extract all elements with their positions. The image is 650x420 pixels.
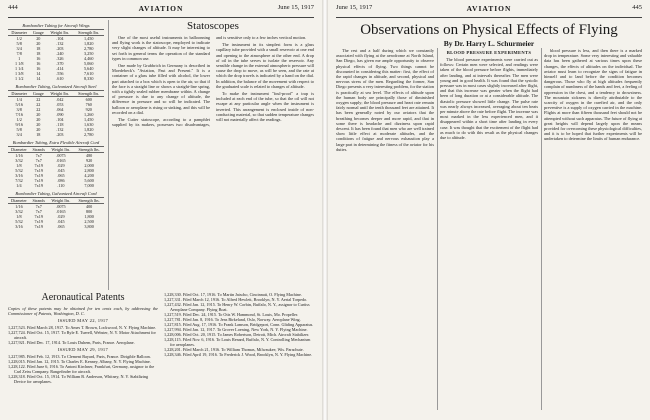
table-cell: 1/2 — [16, 36, 22, 41]
table-header: Diameter — [8, 147, 30, 153]
table-cell: 5/16 — [15, 102, 23, 107]
table-header: Diameter — [8, 198, 30, 204]
article-col-3 — [544, 48, 642, 412]
table-cell: .370 — [56, 61, 64, 66]
wire-table-2 — [8, 90, 104, 137]
table-cell: .110 — [57, 183, 65, 188]
issued-heading: ISSUED MAY 29, 1917 — [57, 347, 109, 353]
table-cell: 14 — [36, 71, 41, 76]
table-cell: 7/8 — [16, 51, 22, 56]
table-cell: .090 — [56, 112, 64, 117]
patent-entry: 1,227,724. Filed Oct. 15, 1917. To Ryle E. Tuerell, Webster, N. Y. Motor Attachment for aircraft. — [8, 330, 156, 341]
table-row — [8, 183, 104, 188]
table-cell: .132 — [56, 41, 64, 46]
table-cell: 7x7 — [35, 204, 42, 209]
table-cell: 7x19 — [34, 178, 43, 183]
patent-entry: 1,228,346. Filed April 19, 1916. To Frederick J. Wood, Brooklyn, N. Y. Flying Machine. — [164, 352, 313, 357]
table-cell: .029 — [57, 163, 65, 168]
table-cell: .0165 — [56, 158, 66, 163]
patent-entry: 1,228,015. Filed Jan. 12, 1915. To Charles E. Kenney, Albany, N. Y. Flying Machine. — [8, 359, 151, 365]
table-cell: 1/8 — [16, 214, 22, 219]
table-cell: 3/32 — [15, 158, 23, 163]
table-cell: 7x7 — [35, 209, 42, 214]
table-cell: 1/16 — [15, 153, 23, 158]
column-rule — [108, 20, 109, 290]
table-cell: 4,460 — [84, 56, 94, 61]
table-body — [8, 204, 104, 230]
table-header: Weight lbs. — [48, 198, 75, 204]
table-cell: .118 — [56, 122, 64, 127]
patent-entry: 1,227,815. Filed Aug. 17, 1916. To Frank Lamson, Bridgeport, Conn. Gliding Apparatus. — [164, 322, 314, 327]
table-cell: 5/32 — [15, 219, 23, 224]
table-cell: 600 — [85, 97, 92, 102]
paragraph: One made by Grubbrich in Germany is described in Moedebeck's "Aviation, Past and Present." It is a container of a glass tube filled with alcohol, the lower part attached to a box which is open to the air, so that if the face is a straight line or shows a straight-line spring, with a tightly sealed rubber membrane within. A change of pressure is due to any change of altitude, the difference in pressure and so will be indicated. The balloon or aeroplane is rising or sinking, and this will be recorded on a dial. — [112, 63, 210, 115]
table-cell: 7x19 — [34, 173, 43, 178]
article-col-1 — [336, 48, 434, 412]
column-rule — [541, 48, 542, 410]
table-body — [8, 97, 104, 138]
table-header: Diameter — [8, 30, 30, 36]
statoscopes-title: Statoscopes — [187, 20, 239, 32]
patent-entry: 1,227,331. Filed March 12, 1916. To Alfred Hewlett, Brooklyn, N. Y. Aerial Torpedo. — [164, 297, 308, 302]
table-block — [8, 140, 104, 188]
column-rule — [437, 48, 438, 410]
article-heading — [336, 22, 642, 48]
table-cell: 5,060 — [84, 61, 94, 66]
table-cell: .203 — [56, 46, 64, 51]
table-cell: .045 — [57, 219, 65, 224]
table-cell: 7/16 — [15, 112, 23, 117]
table-cell: 18 — [36, 132, 41, 137]
table-cell: 1/4 — [16, 97, 22, 102]
table-cell: 5/8 — [16, 41, 22, 46]
table-cell: .326 — [56, 56, 64, 61]
paragraph: One of the most useful instruments in balloonning and flying work is the statoscope, employed to indicate very slight changes of altitude. It may be interesting to set forth in general terms the operation of the standard types in common use. — [112, 35, 210, 61]
table-cell: 3/16 — [15, 224, 23, 229]
table-cell: 5,600 — [84, 178, 94, 183]
table-header: Strength lbs. — [74, 91, 105, 97]
table-cell: 760 — [85, 102, 92, 107]
table-cell: 3/4 — [16, 46, 22, 51]
table-cell: .045 — [57, 168, 65, 173]
table-row — [8, 76, 104, 81]
table-cell: 16 — [36, 61, 41, 66]
table-cell: 7x19 — [34, 163, 43, 168]
table-cell: 1,820 — [84, 127, 94, 132]
table-cell: 1,820 — [84, 41, 94, 46]
table-cell: 3/16 — [15, 173, 23, 178]
table-body — [8, 36, 104, 82]
patent-entry: 1,227,921. Filed Dec. 17, 1914. To Louis Duhem, Paris, France. Aeroplane. — [8, 340, 135, 346]
table-cell: 1 1/8 — [14, 61, 24, 66]
right-page-date: June 15, 1917 — [336, 4, 373, 11]
table-cell: 920 — [85, 158, 93, 163]
article-text: The rest and a half during which we constantly associated with flying at the aerodrome at North Island, San Diego, has given me ample opportunity to observe physical effects of flying. Two things cannot be discounted in considering this matter: first, the effect of the rapid changes in altitude, and second, physical and nervous stress of the men. Regarding the former, San Diego presents a very interesting problem, for the station is practically at sea level. The effects of altitude upon the human body are principally those of diminished oxygen supply; the blood pressure and heart rate remain fairly normal until the tenth thousand feet are attained. It has been generally noted by our aviators that the breathing becomes deeper and more rapid, and that in some there is headache and dizziness upon rapid descent. It has been found that men who are well trained show little effect at moderate altitudes, and the conditions of fatigue and nervous exhaustion play a large part in determining the fitness of the aviator for his duties. — [336, 48, 434, 152]
table-cell: 20 — [36, 117, 41, 122]
article-col-2 — [440, 48, 538, 412]
table-cell: 1/8 — [16, 163, 22, 168]
patent-entry: 1,227,519. Filed Dec. 24, 1915. To Otis W. Hammond, St. Louis, Mo. Propeller. — [164, 312, 299, 317]
table-cell: 1/4 — [16, 183, 22, 188]
table-cell: .0075 — [56, 153, 66, 158]
table-cell: 480 — [85, 153, 93, 158]
table-cell: 7x19 — [34, 183, 43, 188]
patent-entry: 1,228,115. Filed Nov. 6, 1916. To Louis Renard, Buffalo, N. Y. Controlling Mechanism for aeroplanes. — [164, 337, 311, 347]
patents-left-col — [8, 292, 158, 384]
table-cell: .0075 — [56, 204, 66, 209]
table-cell: 7/32 — [15, 178, 23, 183]
table-cell: .042 — [56, 97, 64, 102]
patents-right-col — [164, 292, 314, 384]
table-body — [8, 153, 104, 189]
patent-entry: 1,227,523. Filed March 28, 1917. To Ames T. Brown, Lockwood, N. Y. Flying Machine. — [8, 325, 157, 331]
table-cell: 2,780 — [84, 132, 94, 137]
table-header: Weight lbs. — [46, 91, 73, 97]
paragraph: The Cutter statoscope, according to a pamphlet supplied by its makers, possesses two disadvantages, and is sensitive only to a few inches vertical motion. — [112, 35, 307, 128]
patent-entry: 1,228,006. Filed Oct. 20, 1915. To James Robertson, Detroit, Mich. Aircraft Stabilizer. — [164, 332, 310, 337]
issued-heading: ISSUED MAY 22, 1917 — [57, 318, 109, 324]
patent-entry: 1,227,985. Filed Feb. 12, 1913. To Clement Bayard, Paris, France. Dirigible Balloon. — [8, 354, 151, 360]
table-cell: 3/8 — [16, 107, 22, 112]
table-cell: 7x19 — [34, 214, 43, 219]
table-cell: 7x7 — [35, 153, 42, 158]
table-cell: 14 — [36, 76, 41, 81]
table-cell: 3/32 — [15, 209, 23, 214]
table-block — [8, 84, 104, 137]
table-cell: 8,330 — [84, 76, 94, 81]
table-row — [8, 224, 104, 229]
patent-entry: 1,227,781. Filed Jan. 8, 1916. To Jens Birkeland, Oslo, Norway. Aeroplane Wing. — [164, 317, 301, 322]
table-cell: 7,610 — [84, 71, 94, 76]
table-cell: 5,640 — [84, 66, 94, 71]
table-cell: 1 — [18, 56, 21, 61]
paragraph: The instrument in its simplest form is a glass capillary tube provided with a small reservoir at one end and opening to the atmosphere at the other end. A drop of oil in the tube serves to isolate the reservoir. Any sensible change in the external atmospheric pressure will cause the drop to move, as will be seen, and the rate at which the drop travels is indicated by a hand on the dial. In addition, the balance of the movement with respect to the graduated scale is related to changes of altitude. — [216, 42, 314, 89]
right-page-number: 445 — [632, 4, 642, 11]
patent-entry: 1,228,201. Filed March 21, 1916. To William Thomas, Milwaukee, Wis. Parachute. — [164, 347, 304, 352]
table-cell: .556 — [56, 71, 64, 76]
patents-columns — [8, 292, 314, 384]
table-cell: 7x19 — [34, 168, 43, 173]
table-cell: .0165 — [56, 209, 66, 214]
cord-table-2 — [8, 197, 104, 229]
table-cell: 1,800 — [84, 214, 94, 219]
statoscopes-article — [112, 20, 314, 288]
table-cell: 1 3/8 — [14, 71, 24, 76]
table-cell: 1 1/2 — [14, 76, 24, 81]
table-header: Gauge — [30, 30, 46, 36]
article-subhead: BLOOD PRESSURE EXPERIMENTS — [446, 50, 532, 55]
table-header: Strength lbs. — [74, 198, 104, 204]
table-cell: 7x19 — [34, 224, 43, 229]
table-cell: .029 — [57, 214, 65, 219]
table-cell: 4,200 — [84, 173, 94, 178]
table-cell: .065 — [57, 224, 65, 229]
table-cell: .086 — [57, 178, 65, 183]
table-cell: 20 — [36, 41, 41, 46]
table-cell: .414 — [56, 66, 64, 71]
table-cell: 22 — [36, 97, 41, 102]
table-cell: .104 — [56, 36, 64, 41]
table-cell: 1,260 — [84, 112, 94, 117]
table-cell: 1,630 — [84, 122, 94, 127]
patents-intro: Copies of these patents may be obtained for ten cents each, by addressing the Commissioner of Patents, Washington, D. C. — [8, 306, 158, 317]
left-page-date: June 15, 1917 — [277, 4, 314, 11]
table-cell: 2,800 — [84, 168, 94, 173]
table-cell: 1,450 — [84, 117, 94, 122]
table-header: Diameter — [8, 91, 30, 97]
table-cell: 16 — [36, 56, 41, 61]
table-header: Strands — [30, 147, 48, 153]
table-cell: .053 — [56, 102, 64, 107]
right-page — [328, 0, 650, 420]
table-cell: 400 — [85, 204, 93, 209]
patents-section — [8, 292, 314, 414]
table-cell: 22 — [36, 102, 41, 107]
table-cell: 800 — [85, 209, 93, 214]
table-cell: 9/16 — [15, 122, 23, 127]
table-cell: .104 — [56, 117, 64, 122]
header-rule — [336, 17, 642, 18]
table-cell: 2,000 — [84, 163, 94, 168]
table-cell: 20 — [36, 127, 41, 132]
table-cell: 920 — [85, 107, 92, 112]
table-header: Weight lbs. — [46, 30, 73, 36]
table-cell: 18 — [36, 46, 41, 51]
table-cell: 1 1/4 — [14, 66, 24, 71]
table-cell: 20 — [36, 112, 41, 117]
table-cell: 3,250 — [84, 51, 94, 56]
table-cell: 3/4 — [16, 132, 22, 137]
patent-entry: 1,228,122. Filed June 6, 1916. To Antoni Kirchner, Frankfurt, Germany, assignor to the Carl Zeiss Company. Rangefinder for aircraft. — [8, 364, 155, 375]
statoscopes-body — [112, 35, 314, 127]
table-cell: 1,450 — [84, 36, 94, 41]
header-rule — [8, 17, 314, 18]
right-running-head: AVIATION — [466, 4, 512, 13]
table-cell: 1/16 — [15, 204, 23, 209]
table-cell: 2,780 — [84, 46, 94, 51]
left-page-header — [8, 4, 314, 16]
paragraph: To make the instrument "foul-proof" a trap is included at each end of the tube, so that the oil will not escape at any particular angle when the instrument is inverted. This arrangement is enclosed inside of non-conducting material, so that sudden temperature changes will not materially affect the readings. — [216, 91, 314, 123]
patent-entry: 1,227,994. Filed Jan. 12, 1917. To Grover Loening, New York, N. Y. Flying Machine. — [164, 327, 308, 332]
table-cell: 20 — [36, 122, 41, 127]
table-cell: .065 — [57, 173, 65, 178]
patent-entry: 1,227,432. Filed Jan. 12, 1915. To Henry W. Corbin, Buffalo, N. Y., assignor to Curtiss Aeroplane Company. Flying Boat. — [164, 302, 310, 312]
table-cell: .132 — [56, 127, 64, 132]
table-cell: 1/2 — [16, 117, 22, 122]
article-text: The blood pressure experiments were carried out as follows: Certain men were selected, and readings were taken of the blood pressure before flights, immediately after landing, and at intervals thereafter. The men were young and in good health. It was found that the systolic pressure was in most cases slightly increased after flight, and that this increase was greater when the flight had been of long duration or at a considerable altitude. The diastolic pressure showed little change. The pulse rate was nearly always increased, averaging about ten beats per minute above the rate before flight. The increase was most marked in the less experienced men, and it disappeared within a short time after landing in every case. It was thought that the excitement of the flight had as much to do with this result as the physical changes due to altitude. — [440, 57, 538, 141]
table-cell: .203 — [56, 132, 64, 137]
table-header: Weight lbs. — [48, 147, 75, 153]
table-title: Bombardier Tubing, Extra Flexible Aircraft Cord — [12, 140, 100, 145]
tables-column — [8, 20, 104, 229]
table-cell: 22 — [36, 107, 41, 112]
table-header: Strands — [30, 198, 48, 204]
table-cell: .064 — [56, 107, 64, 112]
table-cell: 7x7 — [35, 158, 42, 163]
table-title: Bombardier Tubing, Galvanized Aircraft Steel — [15, 84, 97, 89]
wire-table-1 — [8, 29, 104, 81]
left-running-head: AVIATION — [138, 4, 184, 13]
article-byline: By Dr. Harry L. Schurmeier — [443, 39, 535, 48]
table-cell: 3,800 — [84, 224, 94, 229]
table-cell: 7,000 — [84, 183, 94, 188]
table-cell: 5/8 — [16, 127, 22, 132]
right-page-header — [336, 4, 642, 16]
table-title: Bombardier Tubing for Aircraft Wings — [22, 23, 90, 28]
table-block — [8, 191, 104, 229]
table-cell: .240 — [56, 51, 64, 56]
left-page — [0, 0, 322, 420]
table-cell: 18 — [36, 51, 41, 56]
table-row — [8, 132, 104, 137]
table-cell: 20 — [36, 36, 41, 41]
table-title: Bombardier Tubing, Galvanized Aircraft Cord — [15, 191, 97, 196]
table-cell: 16 — [36, 66, 41, 71]
article-title: Observations on Physical Effects of Flying — [360, 22, 618, 38]
table-cell: .610 — [56, 76, 64, 81]
table-cell: 5/32 — [15, 168, 23, 173]
left-page-number: 444 — [8, 4, 18, 11]
patents-title: Aeronautical Patents — [41, 292, 125, 303]
table-header: Gauge — [30, 91, 46, 97]
table-block — [8, 23, 104, 81]
article-text: blood pressure is less, and then there is a marked drop in temperature. Some very interesting and valuable data has been gathered at various times upon these changes, the effects of altitudes on the individual. The aviator must learn to recognize the signs of fatigue in himself and to land before the condition becomes dangerous. Those who fly at high altitudes frequently complain of numbness of the hands and feet, a feeling of oppression in the chest, and a tendency to drowsiness. The mountain sickness is directly attributable to the scarcity of oxygen in the rarefied air, and the only preventive is a supply of oxygen carried in the machine. Flights at more than fifteen thousand feet should not be attempted without such apparatus. The future of flying at great heights will depend largely upon the means provided for overcoming these physiological difficulties, and it is to be hoped that further experiments will be undertaken to determine the limits of human endurance. — [544, 48, 642, 142]
table-header: Strength lbs. — [74, 147, 104, 153]
cord-table-1 — [8, 146, 104, 188]
table-cell: 2,500 — [84, 219, 94, 224]
patent-entry: 1,228,330. Filed Oct. 17, 1916. To Martin Jatscho, Cincinnati, O. Flying Machine. — [164, 292, 302, 297]
patent-entry: 1,228,318. Filed Oct. 15, 1914. To William B. Anderson, Whitney, N. Y. Stabilizing Device for aeroplanes. — [8, 374, 149, 385]
table-header: Strength lbs. — [74, 30, 105, 36]
table-cell: 7x19 — [34, 219, 43, 224]
